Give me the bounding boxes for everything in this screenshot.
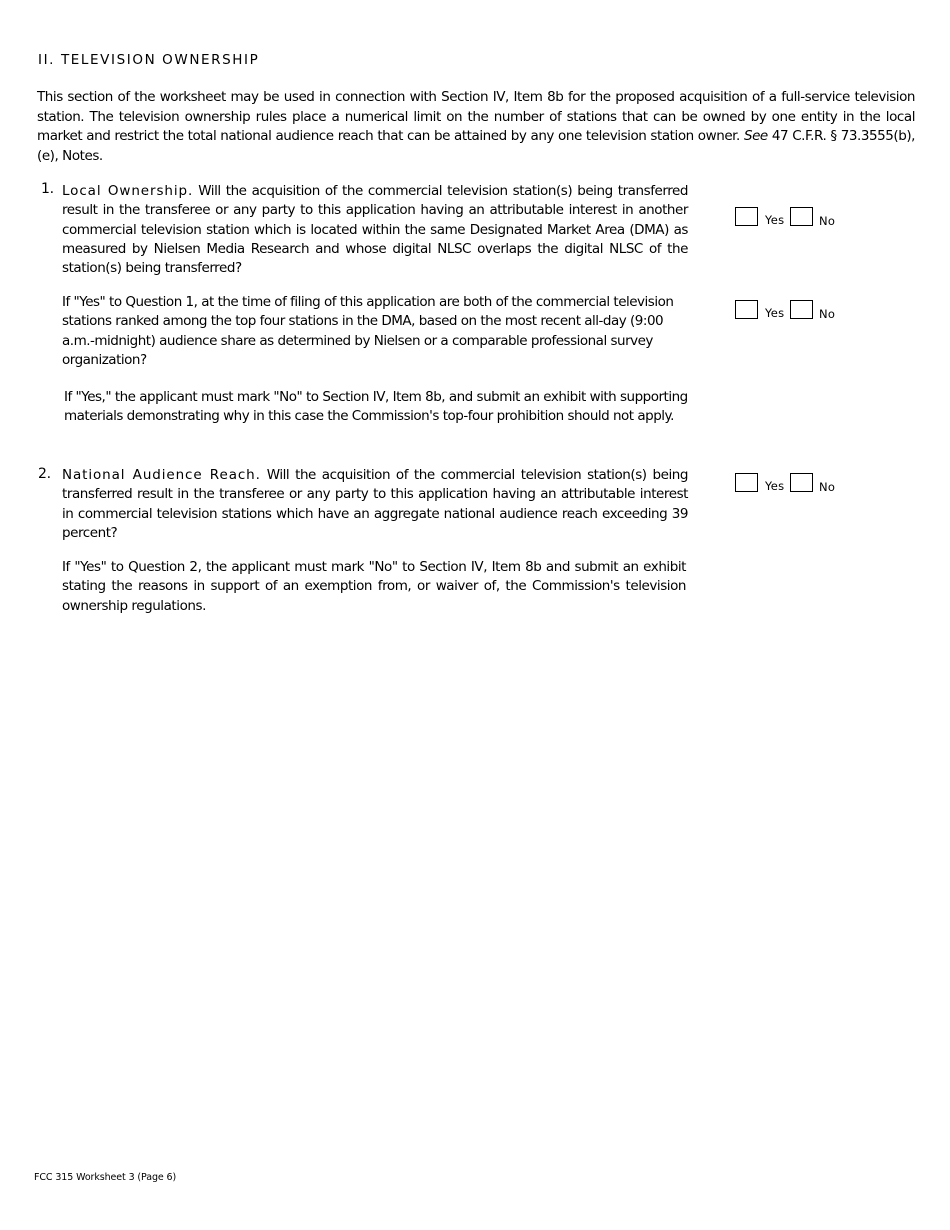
intro-see: See: [743, 128, 768, 144]
question-2-text: [62, 466, 688, 543]
question-1-followup-no-label: No: [819, 307, 836, 321]
intro-citation: 47 C.F.R. § 73.3555(b), (e), Notes.: [37, 128, 916, 164]
question-2-no-label: No: [819, 480, 836, 494]
question-1-followup-answer: [735, 300, 855, 324]
question-1-followup: If "Yes" to Question 1, at the time of filing of this application are both of the commercial television stations ranked among the top four stations in the DMA, based on the most recent all-day (9:00 a.m.-midnight) audience share as determined by Nielsen or a comparable professional survey organization?: [62, 294, 674, 368]
question-1-followup-yes-checkbox[interactable]: [735, 300, 758, 319]
question-2-answer: [735, 473, 855, 497]
question-1-note: If "Yes," the applicant must mark "No" to Section IV, Item 8b, and submit an exhibit with supporting materials demonstrating why in this case the Commission's top-four prohibition should not apply.: [64, 389, 688, 425]
question-2-body: Will the acquisition of the commercial television station(s) being transferred result in the transferee or any party to this application having an attributable interest in commercial television stations which have an aggregate national audience reach exceeding 39 percent?: [62, 467, 689, 541]
question-1-followup-no-checkbox[interactable]: [790, 300, 813, 319]
question-1-label: Local Ownership.: [62, 183, 194, 199]
question-1-followup-yes-label: Yes: [765, 306, 785, 320]
question-2-no-checkbox[interactable]: [790, 473, 813, 492]
page-footer: FCC 315 Worksheet 3 (Page 6): [34, 1172, 177, 1183]
question-1-body: Will the acquisition of the commercial television station(s) being transferred result in the transferee or any party to this application having an attributable interest in another commercial television station which is located within the same Designated Market Area (DMA) as measured by Nielsen Media Research and whose digital NLSC overlaps the digital NLSC of the station(s) being transferred?: [62, 183, 688, 277]
question-1-answer: [735, 207, 855, 231]
intro-paragraph: [37, 88, 915, 166]
question-2-note: If "Yes" to Question 2, the applicant must mark "No" to Section IV, Item 8b and submit an exhibit stating the reasons in support of an exemption from, or waiver of, the Commission's television ownership regulations.: [62, 559, 686, 614]
section-title: II. TELEVISION OWNERSHIP: [38, 52, 260, 68]
intro-text: This section of the worksheet may be used in connection with Section IV, Item 8b for the proposed acquisition of a full-service television station. The television ownership rules place a numerical limit on the number of stations that can be owned by one entity in the local market and restrict the total national audience reach that can be attained by any one television station owner.: [37, 89, 915, 144]
question-1-no-checkbox[interactable]: [790, 207, 813, 226]
question-2-yes-checkbox[interactable]: [735, 473, 758, 492]
question-1-number: 1.: [41, 181, 54, 197]
question-2-label: National Audience Reach.: [62, 467, 261, 483]
question-2-yes-label: Yes: [765, 479, 785, 493]
question-1-yes-checkbox[interactable]: [735, 207, 758, 226]
question-1-yes-label: Yes: [765, 213, 785, 227]
question-2-number: 2.: [38, 466, 51, 482]
question-1-text: [62, 182, 688, 278]
question-1-no-label: No: [819, 214, 836, 228]
